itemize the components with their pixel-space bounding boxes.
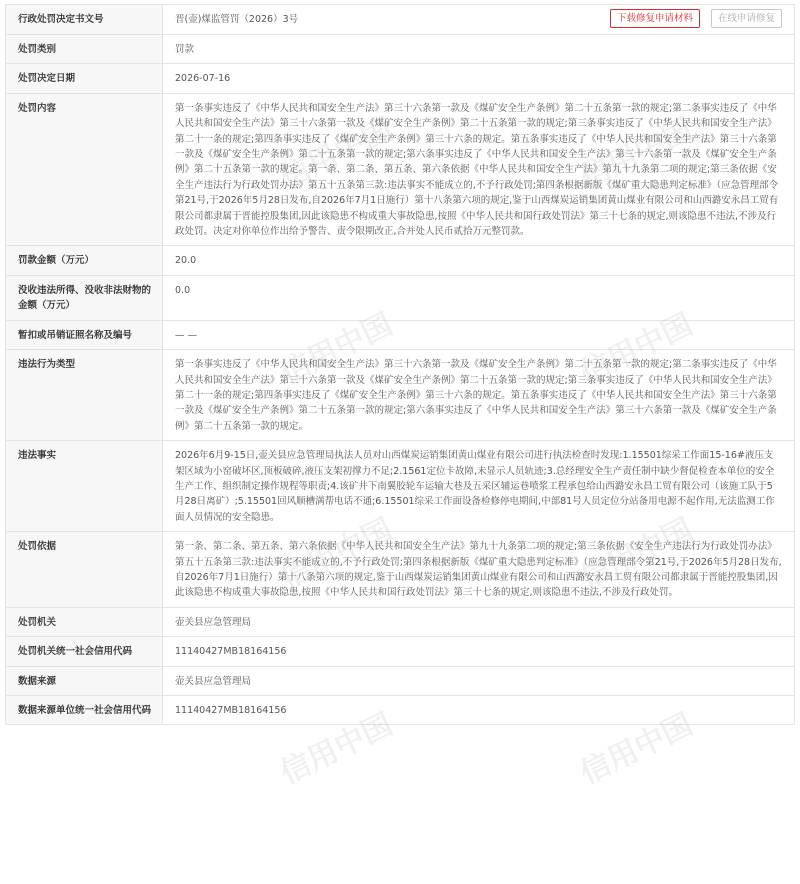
- watermark-text: 信用中国: [274, 707, 399, 792]
- label-violation-facts: 违法事实: [6, 441, 163, 532]
- row-confiscation-amount: [6, 275, 795, 320]
- label-data-source: 数据来源: [6, 666, 163, 695]
- value-violation-facts: 2026年6月9-15日,壶关县应急管理局执法人员对山西煤炭运销集团黄山煤业有限公司进行执法检查时发现:1.15501综采工作面15-16#液压支架区域为小窑破坏区,顶板破碎,液压支架初撑力不足;2.1561定位卡故障,未显示人员轨迹;3.总经理安全生产责任制中缺少督促检查本单位的安全生产工作、组织制定操作规程等职责;4.该矿井下南翼胶轮车运输大巷及五采区辅运巷喷浆工程承包给山西潞安永昌工贸有限公司（该施工队于5月28日离矿）;5.15501回风顺槽满帮电话不通;6.15501综采工作面设备检修停电期间,中部81号人员定位分站备用电源不起作用,无法监测工作面人员情况的安全隐患。: [163, 441, 795, 532]
- online-repair-apply-button[interactable]: 在线申请修复: [711, 9, 782, 28]
- row-violation-facts: [6, 441, 795, 532]
- label-penalty-category: 处罚类别: [6, 35, 163, 64]
- download-repair-materials-button[interactable]: 下载修复申请材料: [610, 9, 700, 28]
- row-violation-type: [6, 350, 795, 441]
- watermark-text: 信用中国: [574, 112, 699, 197]
- label-penalty-authority: 处罚机关: [6, 607, 163, 636]
- row-penalty-category: [6, 35, 795, 64]
- value-penalty-category: 罚款: [163, 35, 795, 64]
- row-decision-date: [6, 64, 795, 93]
- value-decision-date: 2026-07-16: [163, 64, 795, 93]
- watermark-text: 信用中国: [574, 512, 699, 597]
- row-source-credit-code: [6, 696, 795, 725]
- watermark-text: 信用中国: [274, 112, 399, 197]
- value-decision-number-cell: [163, 5, 795, 35]
- row-penalty-content: [6, 93, 795, 246]
- row-decision-number: [6, 5, 795, 35]
- value-confiscation-amount: 0.0: [163, 275, 795, 320]
- label-decision-date: 处罚决定日期: [6, 64, 163, 93]
- value-penalty-content: 第一条事实违反了《中华人民共和国安全生产法》第三十六条第一款及《煤矿安全生产条例》第二十五条第一款的规定;第二条事实违反了《中华人民共和国安全生产法》第三十六条第一款及《煤矿安全生产条例》第二十五条第一款的规定;第三条事实违反了《中华人民共和国安全生产法》第二十一条的规定;第四条事实违反了《煤矿安全生产条例》第三十六条的规定。第五条事实违反了《中华人民共和国安全生产法》第三十六条第一款及《煤矿安全生产条例》第二十五条第一款的规定;第六条事实违反了《中华人民共和国安全生产法》第三十六条第一款及《煤矿安全生产条例》第二十五条第一款的规定。第一条、第二条、第五条、第六条依据《中华人民共和国安全生产法》第九十九条第二项的规定;第三条依据《安全生产违法行为行政处罚办法》第五十五条第三款:违法事实不能成立的,不予行政处罚;第四条根据新版《煤矿重大隐患判定标准》（应急管理部令第21号,于2026年5月28日发布,自2026年7月1日施行）第十八条第六项的规定,鉴于山西煤炭运销集团黄山煤业有限公司和山西潞安永昌工贸有限公司都隶属于晋能控股集团,因此该隐患不构成重大事故隐患,按照《中华人民共和国行政处罚法》第三十七条的规定,则该隐患不违法,不涉及行政处罚。决定对你单位作出给予警告、责令限期改正,合并处人民币贰拾万元整罚款。: [163, 93, 795, 246]
- watermark-text: 信用中国: [574, 707, 699, 792]
- label-violation-type: 违法行为类型: [6, 350, 163, 441]
- row-penalty-basis: [6, 532, 795, 608]
- value-penalty-authority: 壶关县应急管理局: [163, 607, 795, 636]
- value-license-revocation: — —: [163, 320, 795, 349]
- label-authority-credit-code: 处罚机关统一社会信用代码: [6, 637, 163, 666]
- label-fine-amount: 罚款金额（万元）: [6, 246, 163, 275]
- label-source-credit-code: 数据来源单位统一社会信用代码: [6, 696, 163, 725]
- row-fine-amount: [6, 246, 795, 275]
- value-fine-amount: 20.0: [163, 246, 795, 275]
- value-penalty-basis: 第一条、第二条、第五条、第六条依据《中华人民共和国安全生产法》第九十九条第二项的规定;第三条依据《安全生产违法行为行政处罚办法》第五十五条第三款:违法事实不能成立的,不予行政处罚;第四条根据新版《煤矿重大隐患判定标准》（应急管理部令第21号,于2026年5月28日发布,自2026年7月1日施行）第十八条第六项的规定,鉴于山西煤炭运销集团黄山煤业有限公司和山西潞安永昌工贸有限公司都隶属于晋能控股集团,因此该隐患不构成重大事故隐患,按照《中华人民共和国行政处罚法》第三十七条的规定,则该隐患不违法,不涉及行政处罚。: [163, 532, 795, 608]
- value-decision-number: 晋(壶)煤监管罚（2026）3号: [175, 14, 299, 25]
- penalty-table: [5, 4, 795, 725]
- repair-buttons: [602, 9, 782, 28]
- label-penalty-content: 处罚内容: [6, 93, 163, 246]
- label-license-revocation: 暂扣或吊销证照名称及编号: [6, 320, 163, 349]
- value-data-source: 壶关县应急管理局: [163, 666, 795, 695]
- watermark-text: 信用中国: [274, 307, 399, 392]
- label-decision-number: 行政处罚决定书文号: [6, 5, 163, 35]
- row-penalty-authority: [6, 607, 795, 636]
- watermark-text: 信用中国: [274, 512, 399, 597]
- penalty-detail: [5, 4, 795, 792]
- value-authority-credit-code: 11140427MB18164156: [163, 637, 795, 666]
- row-data-source: [6, 666, 795, 695]
- value-source-credit-code: 11140427MB18164156: [163, 696, 795, 725]
- label-confiscation-amount: 没收违法所得、没收非法财物的金额（万元）: [6, 275, 163, 320]
- label-penalty-basis: 处罚依据: [6, 532, 163, 608]
- watermark-text: 信用中国: [574, 307, 699, 392]
- row-authority-credit-code: [6, 637, 795, 666]
- value-violation-type: 第一条事实违反了《中华人民共和国安全生产法》第三十六条第一款及《煤矿安全生产条例》第二十五条第一款的规定;第二条事实违反了《中华人民共和国安全生产法》第三十六条第一款及《煤矿安全生产条例》第二十五条第一款的规定;第三条事实违反了《中华人民共和国安全生产法》第二十一条的规定;第四条事实违反了《煤矿安全生产条例》第三十六条的规定。第五条事实违反了《中华人民共和国安全生产法》第三十六条第一款及《煤矿安全生产条例》第二十五条第一款的规定;第六条事实违反了《中华人民共和国安全生产法》第三十六条第一款及《煤矿安全生产条例》第二十五条第一款的规定。: [163, 350, 795, 441]
- row-license-revocation: [6, 320, 795, 349]
